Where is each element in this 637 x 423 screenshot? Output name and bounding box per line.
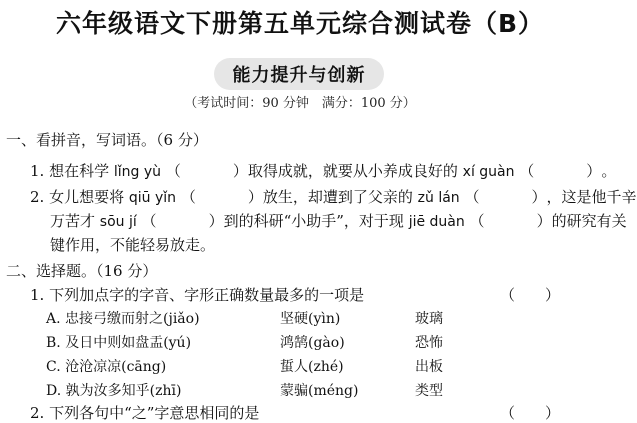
answer-paren[interactable]: （ ） — [499, 286, 560, 304]
subtitle: 能力提升与创新 — [232, 65, 366, 86]
question-1-2-cont — [50, 210, 627, 231]
question-1-2 — [30, 186, 637, 207]
question-2-1-stem: 1. 下列加点字的字音、字形正确数量最多的一项是 — [30, 286, 365, 304]
option-a-word3: 玻璃 — [415, 311, 443, 327]
question-text: 想在科学 — [49, 162, 110, 180]
pinyin: sōu jí — [99, 214, 137, 230]
pinyin: zǔ lán — [417, 190, 460, 206]
question-1-2-cont2: 键作用，不能轻易放走。 — [50, 236, 216, 254]
question-text: 放生，却遭到了父亲的 — [262, 188, 413, 206]
question-text: 女儿想要将 — [49, 188, 125, 206]
section-heading-2: 二、选择题。（16 分） — [6, 262, 158, 280]
question-2-2-stem: 2. 下列各句中“之”字意思相同的是 — [30, 404, 260, 422]
answer-blank[interactable]: （ ） — [519, 162, 602, 180]
question-number: 2. — [30, 188, 45, 206]
section-heading-1: 一、看拼音，写词语。（6 分） — [6, 131, 208, 149]
question-text: ，这是他千辛 — [546, 188, 637, 206]
question-text: 到的科研“小助手”，对于现 — [223, 212, 404, 230]
pinyin: qiū yǐn — [128, 190, 177, 206]
question-1-1 — [30, 160, 616, 181]
option-a-word2: 坚硬(yìn) — [280, 311, 341, 327]
pinyin: xí guàn — [462, 164, 515, 180]
answer-blank[interactable]: （ ） — [469, 212, 552, 230]
option-d: D. 孰为汝多知乎(zhī) — [46, 383, 182, 399]
pinyin: lǐng yù — [113, 164, 162, 180]
answer-blank[interactable]: （ ） — [180, 188, 263, 206]
option-d-word2: 蒙骗(méng) — [280, 383, 359, 399]
question-text: 的研究有关 — [551, 212, 627, 230]
option-c-word3: 出板 — [415, 359, 443, 375]
pinyin: jiē duàn — [408, 214, 465, 230]
option-b: B. 及日中则如盘盂(yú) — [46, 335, 192, 351]
exam-meta: （考试时间：90 分钟 满分：100 分） — [184, 96, 416, 111]
page-title: 六年级语文下册第五单元综合测试卷（B） — [55, 9, 545, 38]
option-d-word3: 类型 — [415, 383, 443, 399]
question-text: 取得成就，就要从小养成良好的 — [247, 162, 458, 180]
option-a: A. 忠接弓缴而射之(jiǎo) — [46, 311, 200, 327]
subtitle-badge — [214, 58, 384, 90]
question-text: 万苦才 — [50, 212, 96, 230]
option-c-word2: 蜇人(zhé) — [280, 359, 344, 375]
option-c: C. 沧沧凉凉(cāng) — [46, 359, 167, 375]
option-b-word2: 鸿鹄(gào) — [280, 335, 345, 351]
option-b-word3: 恐怖 — [415, 335, 443, 351]
answer-paren-2[interactable]: （ ） — [499, 404, 560, 422]
answer-blank[interactable]: （ ） — [464, 188, 547, 206]
answer-blank[interactable]: （ ） — [165, 162, 248, 180]
question-number: 1. — [30, 162, 45, 180]
answer-blank[interactable]: （ ） — [141, 212, 224, 230]
question-text: 。 — [601, 162, 617, 180]
